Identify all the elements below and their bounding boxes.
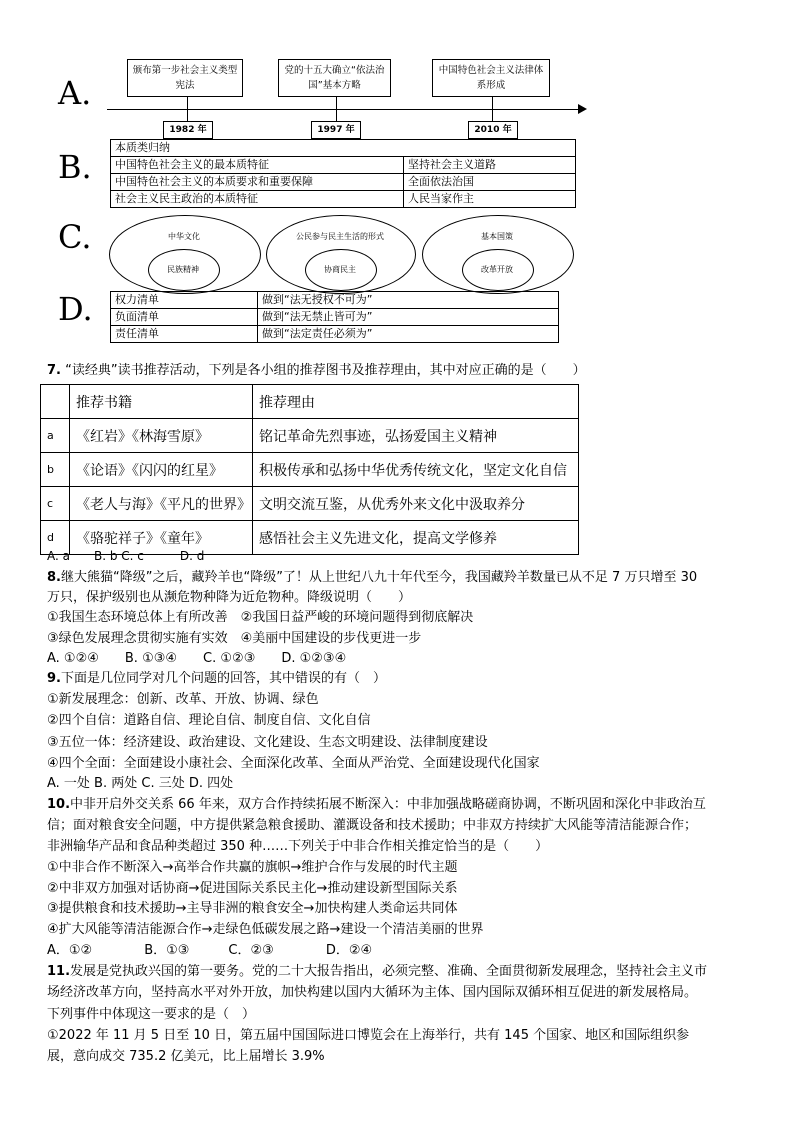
venn-inner-label: 协商民主 xyxy=(324,265,356,274)
question-number: 11. xyxy=(47,964,71,979)
option-d-table xyxy=(110,291,559,343)
table-row xyxy=(41,487,579,521)
q10-line: 非洲输华产品和食品种类超过 350 种……下列关于中非合作相关推定恰当的是（ ） xyxy=(47,839,549,854)
row-label: b xyxy=(41,453,70,487)
question-number: 7. xyxy=(47,363,61,378)
row-label: a xyxy=(41,419,70,453)
q10-line: ①中非合作不断深入→高举合作共赢的旗帜→维护合作与发展的时代主题 xyxy=(47,860,458,875)
timeline-connector xyxy=(492,110,493,121)
q10-line: ②中非双方加强对话协商→促进国际关系民主化→推动建设新型国际关系 xyxy=(47,881,458,896)
table-cell: 社会主义民主政治的本质特征 xyxy=(111,191,404,208)
question-text: 发展是党执政兴国的第一要务。党的二十大报告指出，必须完整、准确、全面贯彻新发展理念，坚持社会主义市 xyxy=(70,964,708,979)
q7-answers: A. a B. b C. c D. d xyxy=(47,549,205,563)
q10-line: ④扩大风能等清洁能源合作→走绿色低碳发展之路→建设一个清洁美丽的世界 xyxy=(47,922,484,937)
q11-line: 下列事件中体现这一要求的是（ ） xyxy=(47,1007,256,1022)
timeline-year-1997: 1997 年 xyxy=(311,121,361,139)
table-cell: 《骆驼祥子》《童年》 xyxy=(70,521,253,555)
table-row xyxy=(41,453,579,487)
q11-line: 展，意向成交 735.2 亿美元，比上届增长 3.9% xyxy=(47,1049,325,1064)
q7-stem xyxy=(47,362,586,380)
timeline-arrow-head xyxy=(578,104,587,114)
table-cell: 铭记革命先烈事迹，弘扬爱国主义精神 xyxy=(253,419,579,453)
table-cell: 文明交流互鉴，从优秀外来文化中汲取养分 xyxy=(253,487,579,521)
question-number: 9. xyxy=(47,671,61,686)
timeline-event-1997: 党的十五大确立“依法治国”基本方略 xyxy=(278,59,391,97)
table-row xyxy=(111,292,559,309)
timeline-connector xyxy=(187,97,188,110)
q8-line: 万只，保护级别也从濒危物种降为近危物种。降级说明（ ） xyxy=(47,590,412,605)
q11-line: ①2022 年 11 月 5 日至 10 日，第五届中国国际进口博览会在上海举行，共有 145 个国家、地区和国际组织参 xyxy=(47,1028,690,1043)
table-cell: 全面依法治国 xyxy=(404,174,576,191)
table-cell: 中国特色社会主义的本质要求和重要保障 xyxy=(111,174,404,191)
question-number: 10. xyxy=(47,797,71,812)
q10-line: A．①② B．①③ C．②③ D．②④ xyxy=(47,943,373,958)
question-number: 8. xyxy=(47,570,61,585)
q8-line xyxy=(47,569,697,587)
timeline-connector xyxy=(336,110,337,121)
q9-line xyxy=(47,670,386,688)
option-c-letter: C. xyxy=(58,218,92,256)
table-cell xyxy=(41,385,70,419)
table-row xyxy=(41,419,579,453)
table-cell: 负面清单 xyxy=(111,309,258,326)
table-cell: 《老人与海》《平凡的世界》 xyxy=(70,487,253,521)
venn-outer-label: 中华文化 xyxy=(168,232,200,241)
table-row xyxy=(111,174,576,191)
table-row xyxy=(111,309,559,326)
q11-line: 场经济改革方向，坚持高水平对外开放，加快构建以国内大循环为主体、国内国际双循环相互促进的新发展格局。 xyxy=(47,985,698,1000)
question-text: 下面是几位同学对几个问题的回答，其中错误的有（ ） xyxy=(60,671,386,686)
table-row xyxy=(111,157,576,174)
table-cell: 权力清单 xyxy=(111,292,258,309)
table-cell: 做到“法无授权不可为” xyxy=(258,292,559,309)
table-cell: 感悟社会主义先进文化，提高文学修养 xyxy=(253,521,579,555)
q11-line xyxy=(47,963,707,981)
timeline-event-2010: 中国特色社会主义法律体系形成 xyxy=(432,59,550,97)
table-row xyxy=(111,326,559,343)
timeline-connector xyxy=(187,110,188,121)
row-label: c xyxy=(41,487,70,521)
timeline-connector xyxy=(336,97,337,110)
venn-outer-label: 公民参与民主生活的形式 xyxy=(296,232,384,241)
timeline-event-1982: 颁布第一步社会主义类型宪法 xyxy=(127,59,243,97)
option-d-letter: D. xyxy=(58,290,93,328)
q7-table xyxy=(40,384,579,555)
venn-outer-label: 基本国策 xyxy=(481,232,513,241)
venn-inner-label: 改革开放 xyxy=(481,265,513,274)
q9-line: ③五位一体：经济建设、政治建设、文化建设、生态文明建设、法律制度建设 xyxy=(47,735,488,750)
q9-line: ④四个全面：全面建设小康社会、全面深化改革、全面从严治党、全面建设现代化国家 xyxy=(47,756,540,771)
q9-line: A. 一处 B. 两处 C. 三处 D. 四处 xyxy=(47,776,234,791)
table-header: 本质类归纳 xyxy=(111,140,576,157)
table-cell: 责任清单 xyxy=(111,326,258,343)
table-cell: 中国特色社会主义的最本质特征 xyxy=(111,157,404,174)
q10-line: ③提供粮食和技术援助→主导非洲的粮食安全→加快构建人类命运共同体 xyxy=(47,901,458,916)
table-cell: 积极传承和弘扬中华优秀传统文化，坚定文化自信 xyxy=(253,453,579,487)
table-cell: 做到“法定责任必须为” xyxy=(258,326,559,343)
q10-line: 信；面对粮食安全问题，中方提供紧急粮食援助、灌溉设备和技术援助；中非双方持续扩大风能等清洁能源合作； xyxy=(47,818,698,833)
option-a-letter: A. xyxy=(58,74,92,112)
question-text: “读经典”读书推荐活动，下列是各小组的推荐图书及推荐理由，其中对应正确的是（ ） xyxy=(65,363,586,378)
q9-line: ①新发展理念：创新、改革、开放、协调、绿色 xyxy=(47,692,319,707)
table-row xyxy=(41,385,579,419)
q8-line: A. ①②④ B. ①③④ C. ①②③ D. ①②③④ xyxy=(47,651,347,666)
q8-line: ③绿色发展理念贯彻实施有实效 ④美丽中国建设的步伐更进一步 xyxy=(47,631,422,646)
q9-line: ②四个自信：道路自信、理论自信、制度自信、文化自信 xyxy=(47,713,371,728)
table-row xyxy=(111,191,576,208)
row-label: d xyxy=(41,521,70,555)
table-cell: 《红岩》《林海雪原》 xyxy=(70,419,253,453)
table-row xyxy=(111,140,576,157)
question-text: 继大熊猫“降级”之后，藏羚羊也“降级”了！从上世纪八九十年代至今，我国藏羚羊数量已从不足 7 万只增至 30 xyxy=(60,570,698,585)
venn-inner-label: 民族精神 xyxy=(167,265,199,274)
table-cell: 做到“法无禁止皆可为” xyxy=(258,309,559,326)
question-text: 中非开启外交关系 66 年来，双方合作持续拓展不断深入：中非加强战略磋商协调，不断巩固和深化中非政治互 xyxy=(70,797,706,812)
option-b-table xyxy=(110,139,576,208)
table-cell: 坚持社会主义道路 xyxy=(404,157,576,174)
table-cell: 人民当家作主 xyxy=(404,191,576,208)
table-header: 推荐书籍 xyxy=(70,385,253,419)
timeline-connector xyxy=(492,97,493,110)
timeline-year-2010: 2010 年 xyxy=(468,121,518,139)
q10-line xyxy=(47,796,706,814)
timeline-year-1982: 1982 年 xyxy=(163,121,213,139)
timeline-arrow xyxy=(107,109,581,110)
table-header: 推荐理由 xyxy=(253,385,579,419)
table-cell: 《论语》《闪闪的红星》 xyxy=(70,453,253,487)
q8-line: ①我国生态环境总体上有所改善 ②我国日益严峻的环境问题得到彻底解决 xyxy=(47,610,474,625)
option-b-letter: B. xyxy=(58,148,92,186)
